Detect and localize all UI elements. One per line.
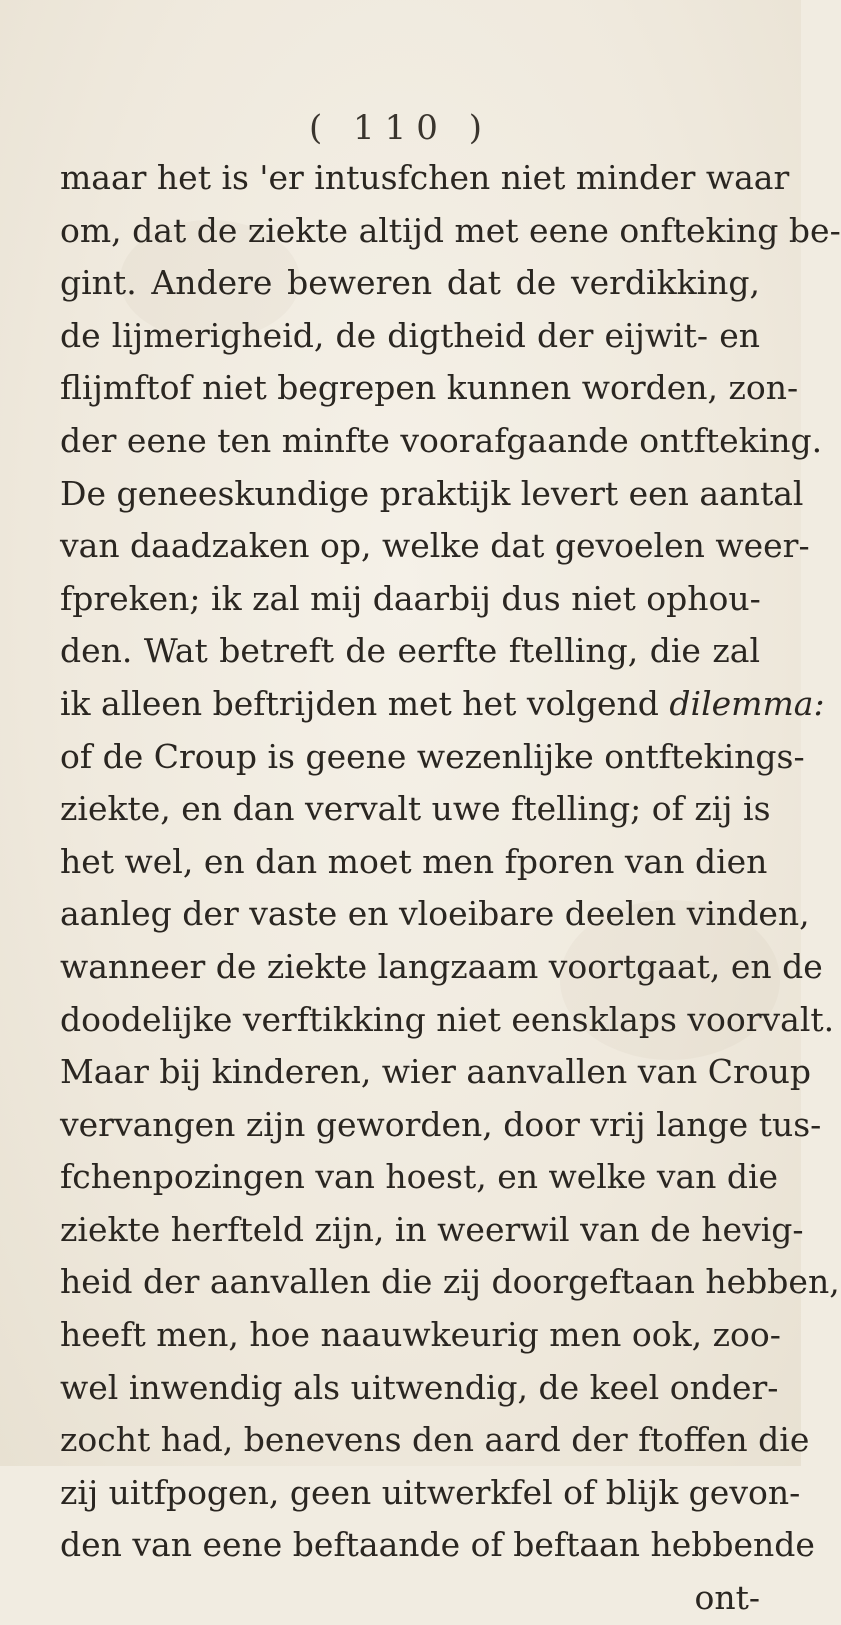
text-line: wel inwendig als uitwendig, de keel onder- xyxy=(60,1367,779,1407)
text-line: vervangen zijn geworden, door vrij lange tus- xyxy=(60,1104,822,1144)
text-line: doodelijke verftikking niet eensklaps voorvalt. xyxy=(60,999,835,1039)
text-line: gint. Andere beweren dat de verdikking, xyxy=(60,263,760,303)
text-line: fpreken; ik zal mij daarbij dus niet ophou- xyxy=(60,578,761,618)
text-line: wanneer de ziekte langzaam voortgaat, en de xyxy=(60,946,823,986)
text-line: om, dat de ziekte altijd met eene onfteking be- xyxy=(60,210,841,250)
text-line: De geneeskundige praktijk levert een aantal xyxy=(60,473,804,513)
text-line: van daadzaken op, welke dat gevoelen weer- xyxy=(60,526,810,566)
text-line: der eene ten minfte voorafgaande ontfteking. xyxy=(60,420,823,460)
text-line: den van eene beftaande of beftaan hebbende xyxy=(60,1525,815,1565)
text-line: heeft men, hoe naauwkeurig men ook, zoo- xyxy=(60,1315,781,1355)
text-line: maar het is 'er intusfchen niet minder waar xyxy=(60,158,790,197)
text-line: ziekte, en dan vervalt uwe ftelling; of zij is xyxy=(60,789,771,829)
text-line: heid der aanvallen die zij doorgeftaan hebben, xyxy=(60,1262,840,1302)
text-segment: ik alleen beftrijden met het volgend xyxy=(60,683,659,723)
text-line: aanleg der vaste en vloeibare deelen vinden, xyxy=(60,894,810,934)
italic-term: dilemma: xyxy=(669,683,825,723)
catchword: ont- xyxy=(694,1578,760,1618)
text-line: den. Wat betreft de eerfte ftelling, die zal xyxy=(60,631,760,671)
text-line: zij uitfpogen, geen uitwerkfel of blijk gevon- xyxy=(60,1472,801,1512)
text-line: de lijmerigheid, de digtheid der eijwit- en xyxy=(60,315,760,355)
body-text xyxy=(60,152,841,1625)
page-number: ( 110 ) xyxy=(308,108,493,148)
text-line: Maar bij kinderen, wier aanvallen van Croup xyxy=(60,1052,812,1092)
text-line xyxy=(60,678,825,731)
text-line: het wel, en dan moet men fporen van dien xyxy=(60,841,768,881)
text-line: of de Croup is geene wezenlijke ontftekings- xyxy=(60,736,805,776)
text-line: fchenpozingen van hoest, en welke van die xyxy=(60,1157,779,1197)
text-line: zocht had, benevens den aard der ftoffen die xyxy=(60,1420,810,1460)
text-line: ziekte herfteld zijn, in weerwil van de hevig- xyxy=(60,1209,804,1249)
text-line: flijmftof niet begrepen kunnen worden, zon- xyxy=(60,368,799,408)
